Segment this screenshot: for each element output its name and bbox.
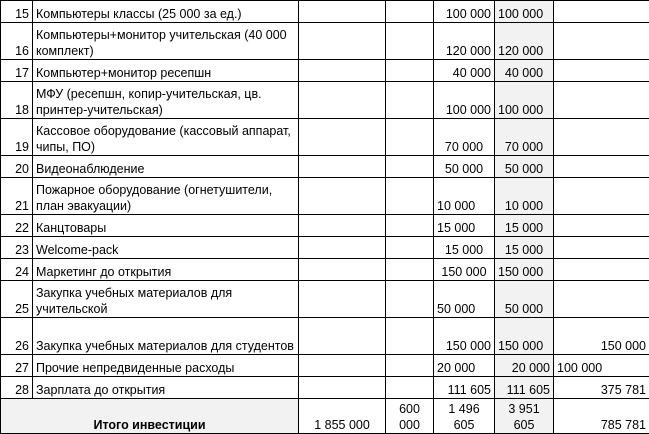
empty-cell bbox=[386, 377, 434, 399]
item-name: Пожарное оборудование (огнетушители, план эвакуации) bbox=[33, 178, 299, 215]
empty-cell bbox=[386, 119, 434, 156]
empty-cell bbox=[386, 60, 434, 82]
sum-cell: 150 000 bbox=[495, 318, 554, 355]
empty-cell bbox=[299, 318, 386, 355]
empty-cell bbox=[299, 23, 386, 60]
row-number: 19 bbox=[1, 119, 33, 156]
row-number: 16 bbox=[1, 23, 33, 60]
sum-cell: 111 605 bbox=[495, 377, 554, 399]
empty-cell bbox=[386, 259, 434, 281]
table-row bbox=[1, 60, 649, 82]
empty-cell bbox=[299, 355, 386, 377]
sum-cell: 70 000 bbox=[495, 119, 554, 156]
table-row bbox=[1, 215, 649, 237]
table-row bbox=[1, 23, 649, 60]
amount-cell bbox=[554, 178, 649, 215]
row-number: 22 bbox=[1, 215, 33, 237]
item-name: Компьютеры+монитор учительская (40 000 комплект) bbox=[33, 23, 299, 60]
row-number: 15 bbox=[1, 1, 33, 23]
empty-cell bbox=[386, 178, 434, 215]
table-row bbox=[1, 318, 649, 355]
row-number: 18 bbox=[1, 82, 33, 119]
empty-cell bbox=[386, 82, 434, 119]
total-label: Итого инвестиции bbox=[1, 399, 299, 434]
table-row bbox=[1, 156, 649, 178]
empty-cell bbox=[299, 82, 386, 119]
empty-cell bbox=[386, 1, 434, 23]
amount-cell: 100 000 bbox=[434, 82, 495, 119]
empty-cell bbox=[299, 156, 386, 178]
row-number: 27 bbox=[1, 355, 33, 377]
table-row bbox=[1, 82, 649, 119]
row-number: 17 bbox=[1, 60, 33, 82]
empty-cell bbox=[299, 237, 386, 259]
sum-cell: 50 000 bbox=[495, 281, 554, 318]
table-row bbox=[1, 377, 649, 399]
amount-cell: 150 000 bbox=[434, 259, 495, 281]
item-name: Маркетинг до открытия bbox=[33, 259, 299, 281]
sum-cell: 10 000 bbox=[495, 178, 554, 215]
table-row bbox=[1, 1, 649, 23]
table-row bbox=[1, 119, 649, 156]
empty-cell bbox=[299, 1, 386, 23]
empty-cell bbox=[386, 318, 434, 355]
amount-cell: 120 000 bbox=[434, 23, 495, 60]
amount-cell: 15 000 bbox=[434, 215, 495, 237]
amount-cell bbox=[554, 82, 649, 119]
item-name: Закупка учебных материалов для студентов bbox=[33, 318, 299, 355]
sum-cell: 50 000 bbox=[495, 156, 554, 178]
empty-cell bbox=[299, 60, 386, 82]
total-cell: 785 781 bbox=[554, 399, 649, 434]
empty-cell bbox=[386, 237, 434, 259]
item-name: Зарплата до открытия bbox=[33, 377, 299, 399]
sum-cell: 120 000 bbox=[495, 23, 554, 60]
sum-cell: 20 000 bbox=[495, 355, 554, 377]
amount-cell: 50 000 bbox=[434, 281, 495, 318]
empty-cell bbox=[386, 23, 434, 60]
empty-cell bbox=[299, 119, 386, 156]
empty-cell bbox=[299, 281, 386, 318]
empty-cell bbox=[299, 215, 386, 237]
amount-cell: 50 000 bbox=[434, 156, 495, 178]
amount-cell: 150 000 bbox=[554, 318, 649, 355]
table-row bbox=[1, 178, 649, 215]
total-sum-cell: 3 951 605 bbox=[495, 399, 554, 434]
amount-cell: 375 781 bbox=[554, 377, 649, 399]
row-number: 23 bbox=[1, 237, 33, 259]
amount-cell: 20 000 bbox=[434, 355, 495, 377]
amount-cell bbox=[554, 156, 649, 178]
empty-cell bbox=[299, 178, 386, 215]
amount-cell: 150 000 bbox=[434, 318, 495, 355]
amount-cell bbox=[554, 1, 649, 23]
item-name: Компьютеры классы (25 000 за ед.) bbox=[33, 1, 299, 23]
sum-cell: 40 000 bbox=[495, 60, 554, 82]
amount-cell: 40 000 bbox=[434, 60, 495, 82]
amount-cell: 100 000 bbox=[554, 355, 649, 377]
amount-cell bbox=[554, 215, 649, 237]
total-cell: 1 855 000 bbox=[299, 399, 386, 434]
empty-cell bbox=[299, 377, 386, 399]
amount-cell: 111 605 bbox=[434, 377, 495, 399]
row-number: 21 bbox=[1, 178, 33, 215]
table-row bbox=[1, 259, 649, 281]
total-row bbox=[1, 399, 649, 434]
item-name: Канцтовары bbox=[33, 215, 299, 237]
sum-cell: 15 000 bbox=[495, 237, 554, 259]
row-number: 28 bbox=[1, 377, 33, 399]
amount-cell bbox=[554, 60, 649, 82]
item-name: Прочие непредвиденные расходы bbox=[33, 355, 299, 377]
item-name: Закупка учебных материалов для учительской bbox=[33, 281, 299, 318]
amount-cell: 10 000 bbox=[434, 178, 495, 215]
empty-cell bbox=[386, 215, 434, 237]
table-row bbox=[1, 355, 649, 377]
item-name: Кассовое оборудование (кассовый аппарат, чипы, ПО) bbox=[33, 119, 299, 156]
empty-cell bbox=[386, 156, 434, 178]
amount-cell bbox=[554, 281, 649, 318]
item-name: Компьютер+монитор ресепшн bbox=[33, 60, 299, 82]
row-number: 20 bbox=[1, 156, 33, 178]
empty-cell bbox=[386, 355, 434, 377]
row-number: 25 bbox=[1, 281, 33, 318]
amount-cell: 100 000 bbox=[434, 1, 495, 23]
sum-cell: 100 000 bbox=[495, 1, 554, 23]
sum-cell: 100 000 bbox=[495, 82, 554, 119]
empty-cell bbox=[386, 281, 434, 318]
row-number: 24 bbox=[1, 259, 33, 281]
amount-cell: 15 000 bbox=[434, 237, 495, 259]
total-cell: 1 496 605 bbox=[434, 399, 495, 434]
empty-cell bbox=[299, 259, 386, 281]
total-cell: 600 000 bbox=[386, 399, 434, 434]
table-row bbox=[1, 281, 649, 318]
item-name: МФУ (ресепшн, копир-учительская, цв. принтер-учительская) bbox=[33, 82, 299, 119]
sum-cell: 150 000 bbox=[495, 259, 554, 281]
amount-cell: 70 000 bbox=[434, 119, 495, 156]
amount-cell bbox=[554, 23, 649, 60]
item-name: Видеонаблюдение bbox=[33, 156, 299, 178]
amount-cell bbox=[554, 259, 649, 281]
row-number: 26 bbox=[1, 318, 33, 355]
sum-cell: 15 000 bbox=[495, 215, 554, 237]
amount-cell bbox=[554, 237, 649, 259]
table-row bbox=[1, 237, 649, 259]
amount-cell bbox=[554, 119, 649, 156]
item-name: Welcome-pack bbox=[33, 237, 299, 259]
